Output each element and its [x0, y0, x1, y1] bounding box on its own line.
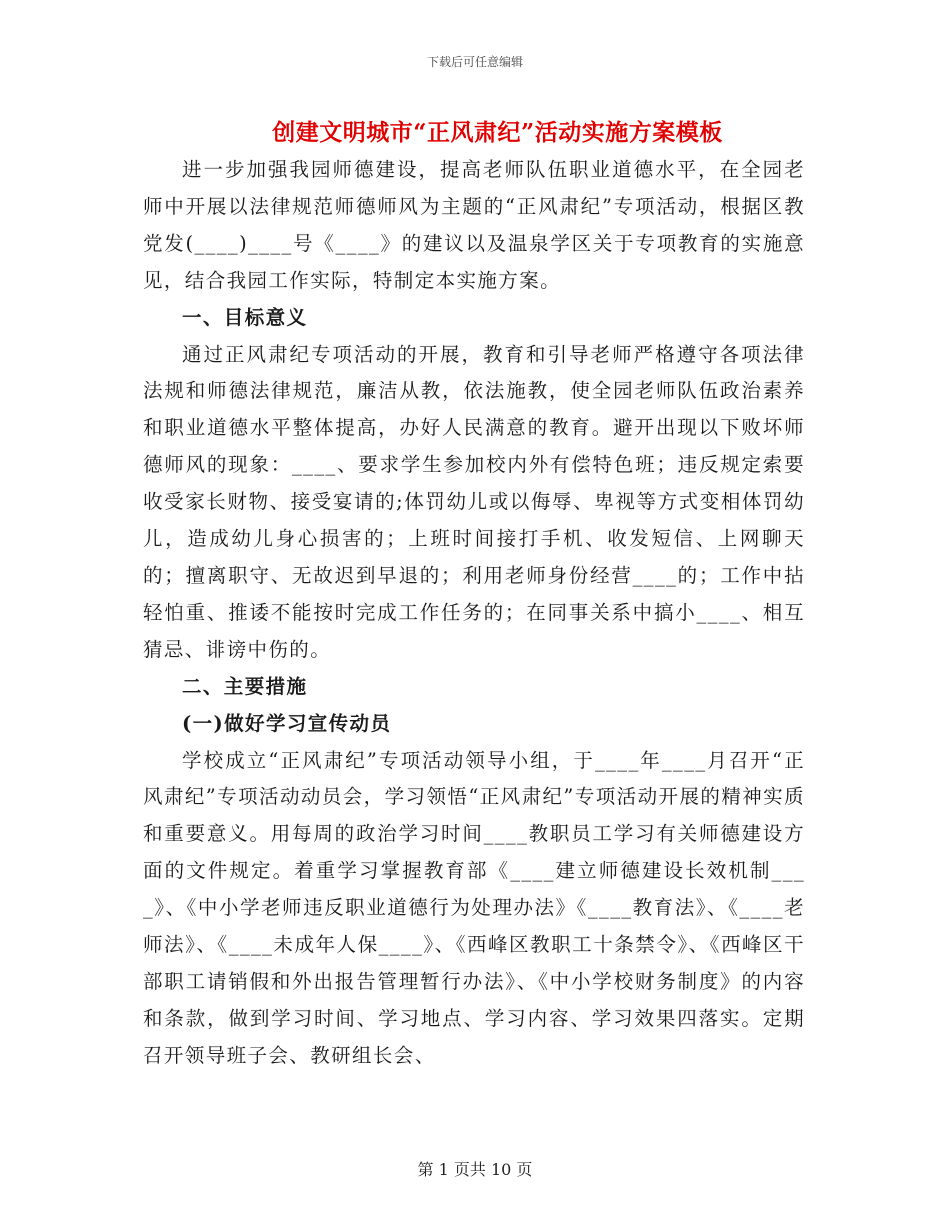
- page-number: 第 1 页共 10 页: [417, 1160, 533, 1179]
- subsection-heading-study: (一)做好学习宣传动员: [182, 711, 392, 735]
- document-title: 创建文明城市“正风肃纪”活动实施方案模板: [272, 119, 723, 146]
- intro-paragraph: 进一步加强我园师德建设，提高老师队伍职业道德水平，在全园老师中开展以法律规范师德师风为主题的“正风肃纪”专项活动，根据区教党发(____)____号《____》的建议以及温泉学区关于专项教育的实施意见，结合我园工作实际，特制定本实施方案。: [143, 158, 805, 292]
- section-heading-measures: 二、主要措施: [182, 674, 308, 698]
- header-note: 下载后可任意编辑: [426, 55, 523, 69]
- study-paragraph: 学校成立“正风肃纪”专项活动领导小组，于____年____月召开“正风肃纪”专项活动动员会，学习领悟“正风肃纪”专项活动开展的精神实质和重要意义。用每周的政治学习时间____教职员工学习有关师德建设方面的文件规定。着重学习掌握教育部《____建立师德建设长效机制____》、《中小学老师违反职业道德行为处理办法》《____教育法》、《____老师法》、《____未成年人保____》、《西峰区教职工十条禁令》、《西峰区干部职工请销假和外出报告管理暂行办法》、《中小学校财务制度》的内容和条款，做到学习时间、学习地点、学习内容、学习效果四落实。定期召开领导班子会、教研组长会、: [143, 748, 805, 1067]
- document-body: [143, 152, 805, 1075]
- goals-paragraph: 通过正风肃纪专项活动的开展，教育和引导老师严格遵守各项法律法规和师德法律规范，廉洁从教，依法施教，使全园老师队伍政治素养和职业道德水平整体提高，办好人民满意的教育。避开出现以下败坏师德师风的现象：____、要求学生参加校内外有偿特色班；违反规定索要收受家长财物、接受宴请的;体罚幼儿或以侮辱、卑视等方式变相体罚幼儿，造成幼儿身心损害的；上班时间接打手机、收发短信、上网聊天的；擅离职守、无故迟到早退的；利用老师身份经营____的；工作中拈轻怕重、推诿不能按时完成工作任务的；在同事关系中搞小____、相互猜忌、诽谤中伤的。: [143, 342, 805, 661]
- section-heading-goals: 一、目标意义: [182, 305, 308, 329]
